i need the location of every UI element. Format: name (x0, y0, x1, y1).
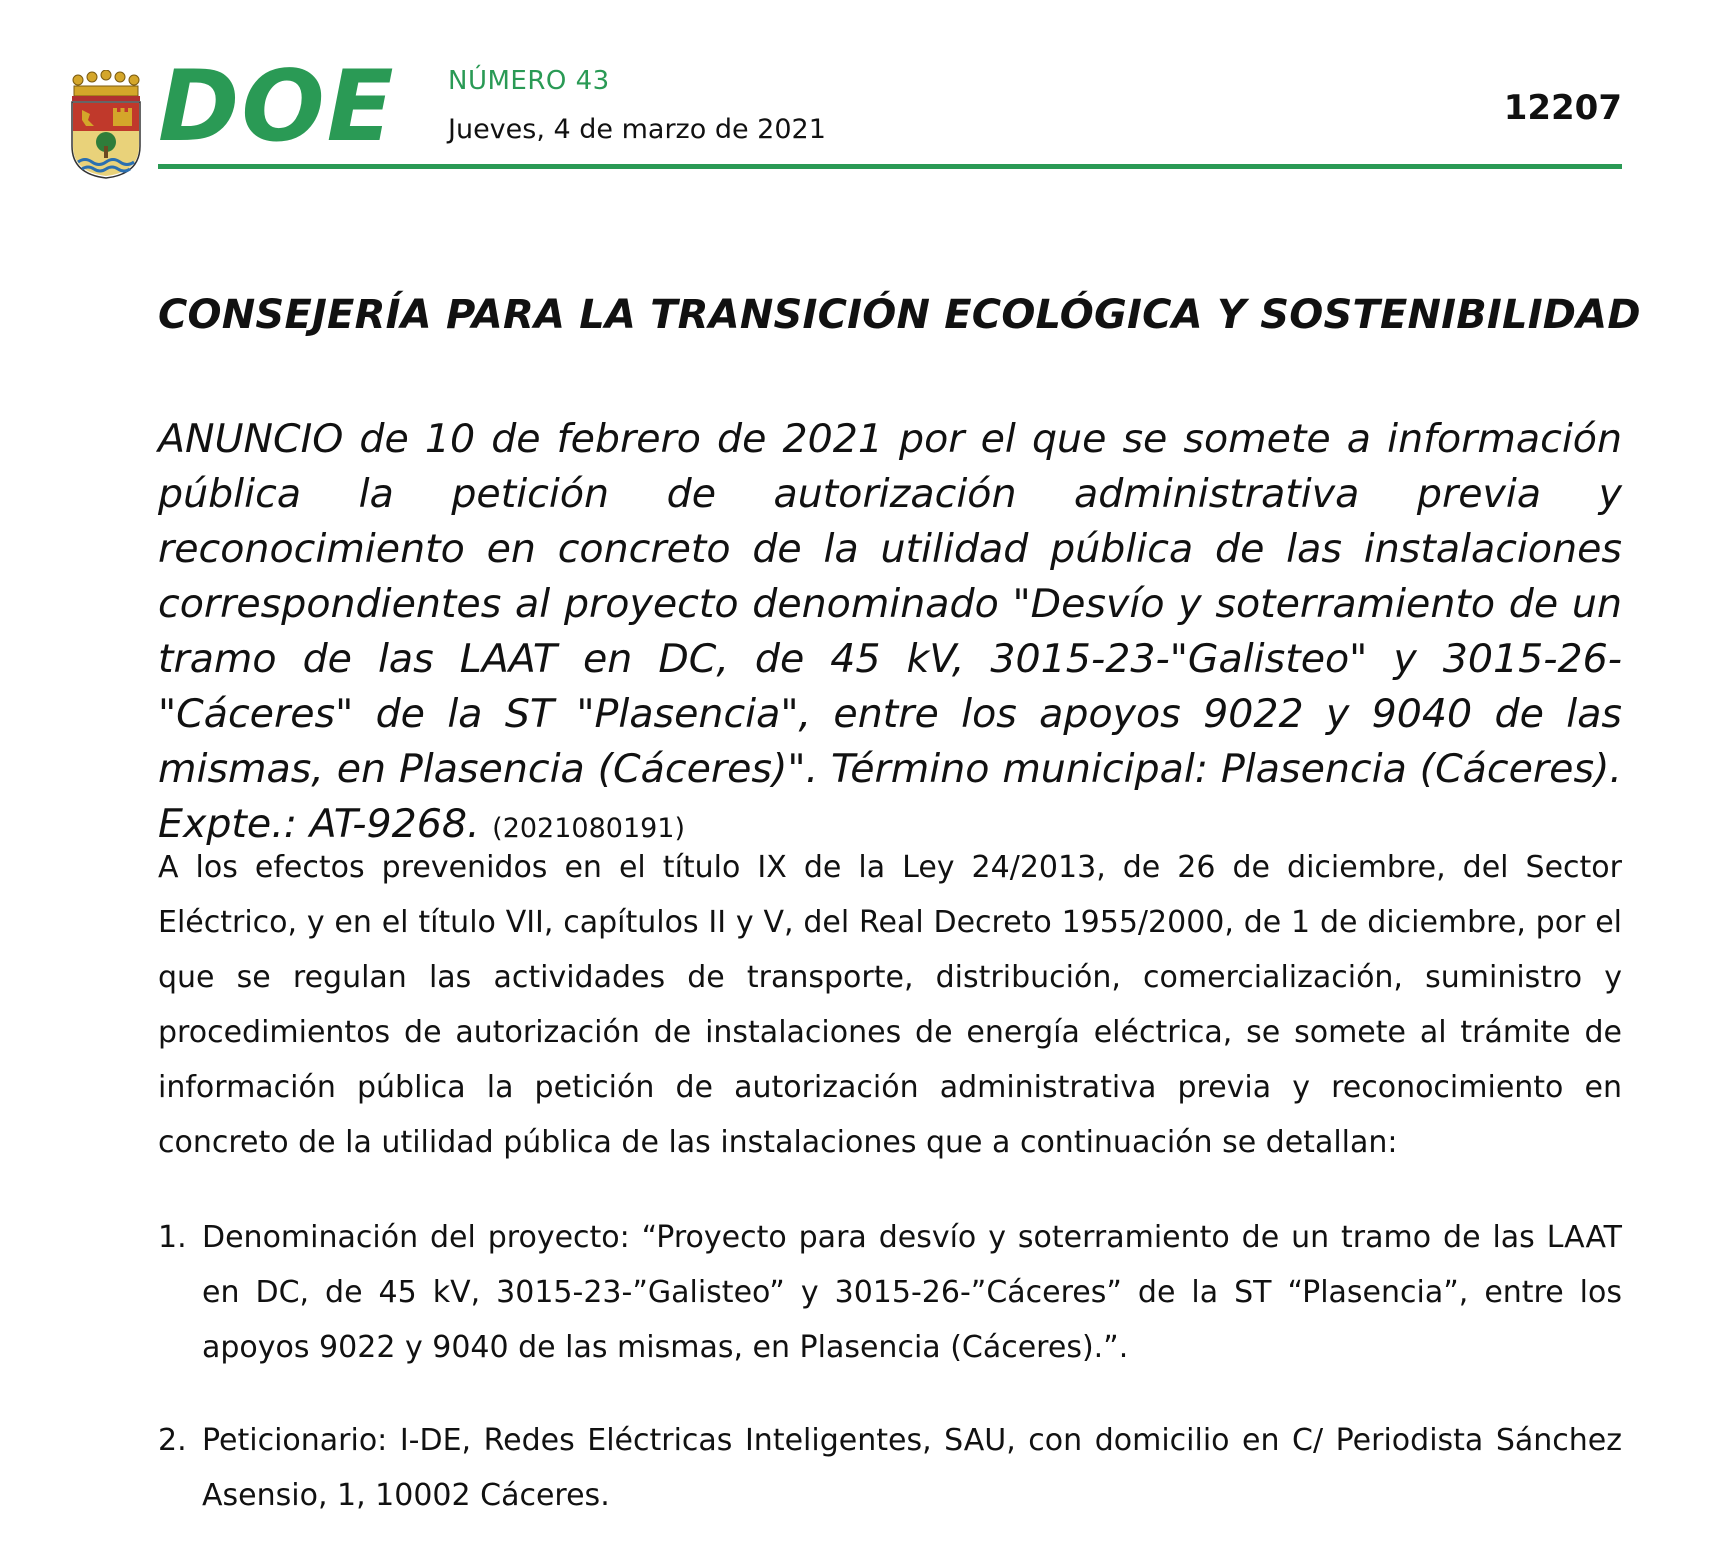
list-item (158, 1413, 1622, 1523)
doe-logo: DOE (158, 50, 396, 164)
list-item-number: 1. (158, 1220, 187, 1255)
intro-paragraph: A los efectos prevenidos en el título IX de la Ley 24/2013, de 26 de diciembre, del Sector Eléctrico, y en el título VII, capítulos II y V, del Real Decreto 1955/2000, de 1 de diciembre, por el que se regulan las actividades de transporte, distribución, comercialización, suministro y procedimientos de autorización de instalaciones de energía eléctrica, se somete al trámite de información pública la petición de autorización administrativa previa y reconocimiento en concreto de la utilidad pública de las instalaciones que a continuación se detallan: (158, 850, 1622, 1160)
announcement-code: (2021080191) (492, 813, 686, 844)
list-item (158, 1210, 1622, 1375)
announcement-text: ANUNCIO de 10 de febrero de 2021 por el que se somete a información pública la petición de autorización administrativa previa y reconocimiento en concreto de la utilidad pública de las instalaciones correspondientes al proyecto denominado "Desvío y soterramiento de un tramo de las LAAT en DC, de 45 kV, 3015-23-"Galisteo" y 3015-26-"Cáceres" de la ST "Plasencia", entre los apoyos 9022 y 9040 de las mismas, en Plasencia (Cáceres)". Término municipal: Plasencia (Cáceres). Expte.: AT-9268. (158, 416, 1622, 847)
details-list (158, 1210, 1622, 1561)
list-item-text: Denominación del proyecto: “Proyecto para desvío y soterramiento de un tramo de las LAAT en DC, de 45 kV, 3015-23-”Galisteo” y 3015-26-”Cáceres” de la ST “Plasencia”, entre los apoyos 9022 y 9040 de las mismas, en Plasencia (Cáceres).”. (202, 1220, 1622, 1365)
page-number: 12207 (1503, 88, 1622, 128)
list-item-number: 2. (158, 1423, 187, 1458)
announcement-title (158, 412, 1622, 856)
header-divider (158, 164, 1622, 169)
issue-date: Jueves, 4 de marzo de 2021 (448, 114, 826, 145)
issue-number: NÚMERO 43 (448, 66, 610, 96)
department-heading: CONSEJERÍA PARA LA TRANSICIÓN ECOLÓGICA Y SOSTENIBILIDAD (158, 292, 1641, 338)
extremadura-coat-of-arms-icon (68, 70, 144, 180)
list-item-text: Peticionario: I-DE, Redes Eléctricas Inteligentes, SAU, con domicilio en C/ Periodista Sánchez Asensio, 1, 10002 Cáceres. (202, 1423, 1622, 1513)
